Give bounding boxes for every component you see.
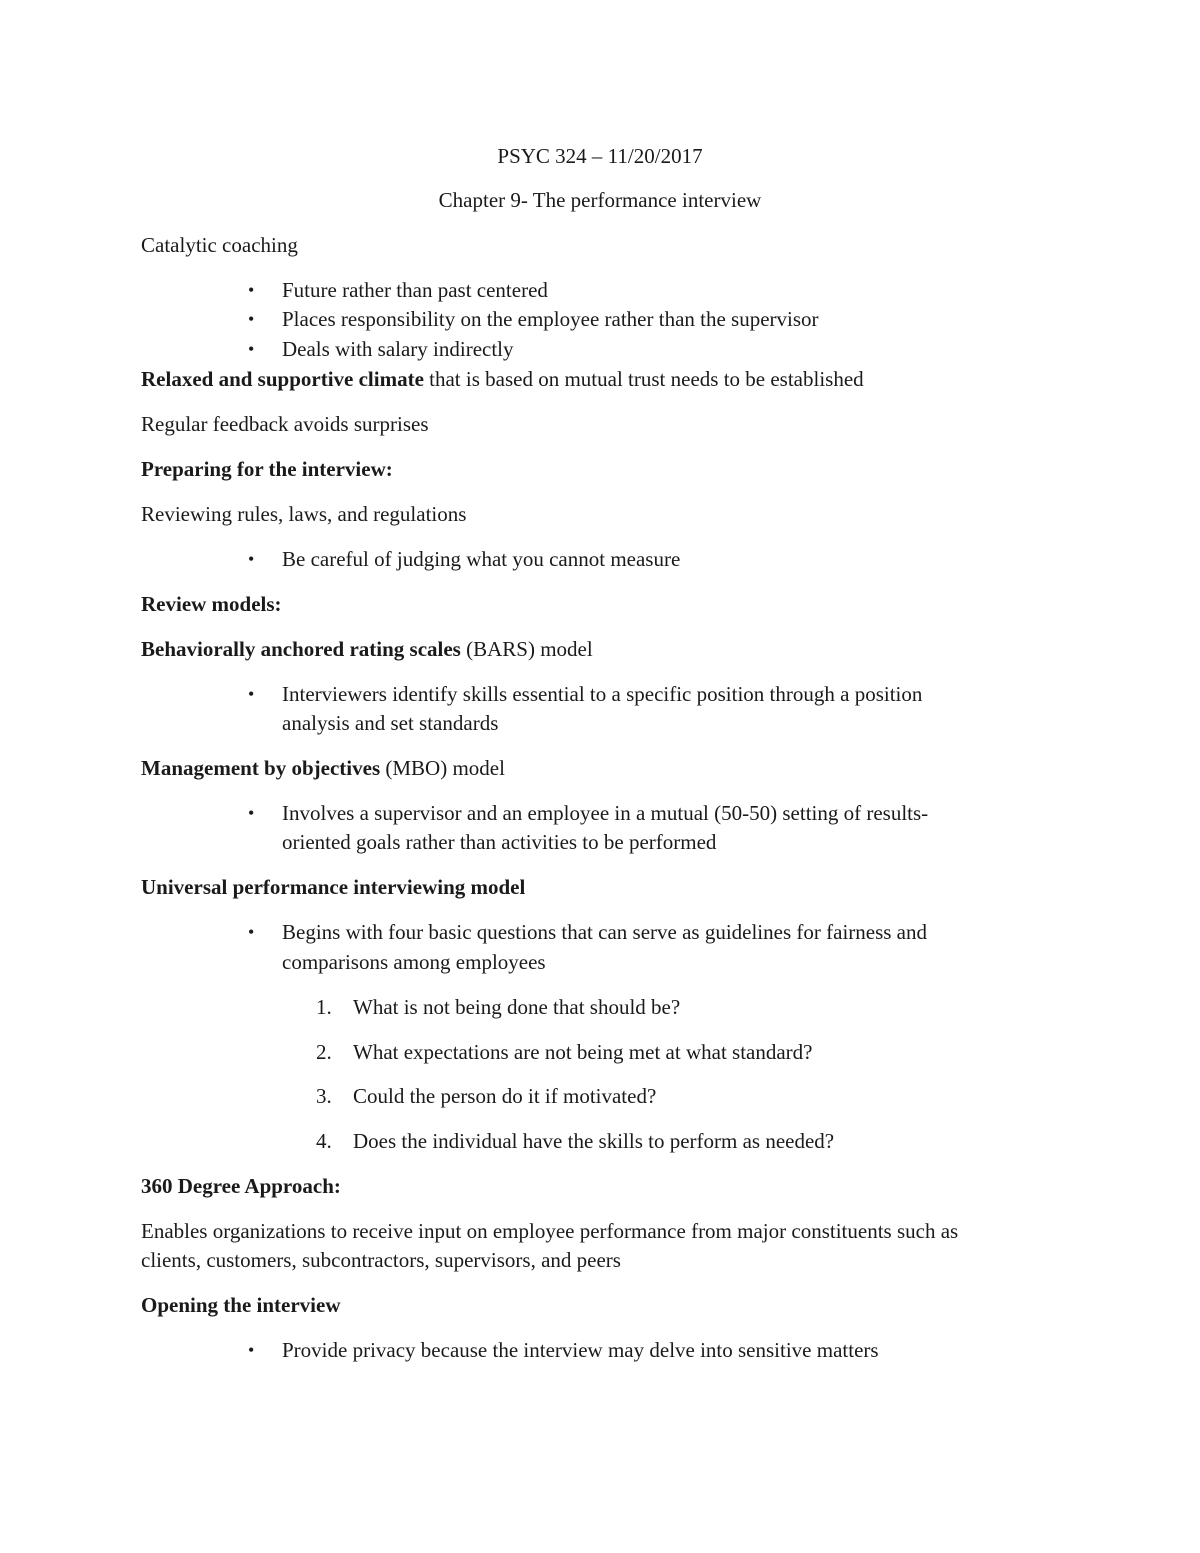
bullet-icon: • — [248, 549, 255, 569]
degree-paragraph-line-2: clients, customers, subcontractors, supervisors, and peers — [141, 1248, 621, 1272]
bars-bold: Behaviorally anchored rating scales — [141, 637, 461, 661]
bullet-icon: • — [248, 684, 255, 704]
catalytic-bullet-1: Future rather than past centered — [282, 278, 548, 302]
relaxed-climate-paragraph — [141, 365, 864, 394]
relaxed-climate-bold: Relaxed and supportive climate — [141, 367, 424, 391]
universal-model-heading — [141, 873, 525, 902]
question-number: 1. — [316, 995, 332, 1019]
question-number: 4. — [316, 1129, 332, 1153]
relaxed-climate-rest: that is based on mutual trust needs to be established — [423, 367, 864, 391]
mbo-bold: Management by objectives — [141, 756, 381, 780]
bars-bullet-line-1: Interviewers identify skills essential to a specific position through a position — [282, 682, 923, 706]
opening-interview-heading — [141, 1291, 341, 1320]
regular-feedback-paragraph: Regular feedback avoids surprises — [141, 412, 429, 436]
catalytic-bullet-2: Places responsibility on the employee rather than the supervisor — [282, 307, 819, 331]
degree-approach-heading-text: 360 Degree Approach: — [141, 1174, 341, 1198]
opening-interview-heading-text: Opening the interview — [141, 1293, 341, 1317]
question-item: Could the person do it if motivated? — [353, 1084, 657, 1108]
mbo-model-heading — [141, 754, 505, 783]
opening-bullet: Provide privacy because the interview may delve into sensitive matters — [282, 1338, 879, 1362]
reviewing-bullet: Be careful of judging what you cannot measure — [282, 547, 681, 571]
degree-paragraph-line-1: Enables organizations to receive input on employee performance from major constituents such as — [141, 1219, 959, 1243]
question-item: What expectations are not being met at what standard? — [353, 1040, 813, 1064]
question-number: 3. — [316, 1084, 332, 1108]
bullet-icon: • — [248, 280, 255, 300]
bars-rest: (BARS) model — [460, 637, 593, 661]
mbo-rest: (MBO) model — [380, 756, 505, 780]
bullet-icon: • — [248, 1340, 255, 1360]
mbo-bullet-line-1: Involves a supervisor and an employee in a mutual (50-50) setting of results- — [282, 801, 929, 825]
review-models-heading-text: Review models: — [141, 592, 282, 616]
review-models-heading — [141, 590, 282, 619]
question-number: 2. — [316, 1040, 332, 1064]
universal-bullet-line-2: comparisons among employees — [282, 950, 546, 974]
chapter-title: Chapter 9- The performance interview — [438, 188, 762, 212]
catalytic-coaching-heading: Catalytic coaching — [141, 233, 298, 257]
mbo-bullet-line-2: oriented goals rather than activities to be performed — [282, 830, 717, 854]
catalytic-bullet-3: Deals with salary indirectly — [282, 337, 514, 361]
bullet-icon: • — [248, 922, 255, 942]
bullet-icon: • — [248, 803, 255, 823]
reviewing-rules-paragraph: Reviewing rules, laws, and regulations — [141, 502, 467, 526]
course-header: PSYC 324 – 11/20/2017 — [497, 144, 703, 168]
bars-model-heading — [141, 635, 593, 664]
preparing-heading-text: Preparing for the interview: — [141, 457, 393, 481]
preparing-heading — [141, 455, 393, 484]
universal-bullet-line-1: Begins with four basic questions that can serve as guidelines for fairness and — [282, 920, 928, 944]
question-item: What is not being done that should be? — [353, 995, 681, 1019]
bars-bullet-line-2: analysis and set standards — [282, 711, 499, 735]
question-item: Does the individual have the skills to perform as needed? — [353, 1129, 835, 1153]
bullet-icon: • — [248, 309, 255, 329]
bullet-icon: • — [248, 339, 255, 359]
universal-model-heading-text: Universal performance interviewing model — [141, 875, 526, 899]
degree-approach-heading — [141, 1172, 341, 1201]
